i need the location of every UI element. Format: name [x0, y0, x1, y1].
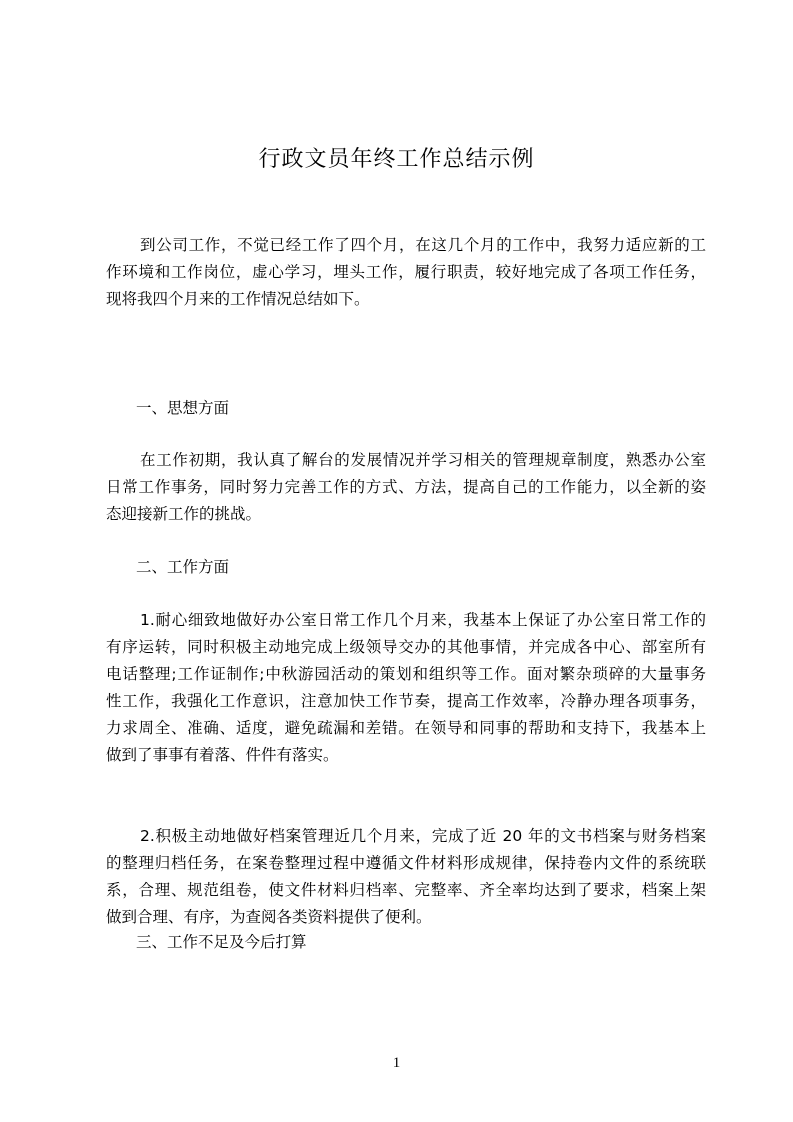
- paragraph-thinking: [106, 447, 706, 528]
- text-line: 性工作，我强化工作意识，注意加快工作节奏，提高工作效率，冷静办理各项事务，: [106, 692, 706, 710]
- text-line: 态迎接新工作的挑战。: [106, 505, 262, 523]
- text-line: 作环境和工作岗位，虚心学习，埋头工作，履行职责，较好地完成了各项工作任务，: [106, 263, 706, 281]
- text-line: 做到合理、有序，为查阅各类资料提供了便利。: [106, 908, 432, 926]
- paragraph-work-2: [106, 823, 706, 931]
- text-line: 做到了事事有着落、件件有落实。: [106, 746, 339, 764]
- text-line: 现将我四个月来的工作情况总结如下。: [106, 290, 370, 308]
- section-heading-2: 二、工作方面: [136, 558, 230, 576]
- text-line: 到公司工作，不觉已经工作了四个月，在这几个月的工作中，我努力适应新的工: [140, 236, 706, 254]
- section-heading-1: 一、思想方面: [136, 399, 230, 417]
- text-line: 2.积极主动地做好档案管理近几个月来，完成了近 20 年的文书档案与财务档案: [140, 827, 706, 845]
- text-line: 1.耐心细致地做好办公室日常工作几个月来，我基本上保证了办公室日常工作的: [140, 611, 706, 629]
- text-line: 的整理归档任务，在案卷整理过程中遵循文件材料形成规律，保持卷内文件的系统联: [106, 854, 706, 872]
- document-title: 行政文员年终工作总结示例: [258, 147, 535, 172]
- text-line: 在工作初期，我认真了解台的发展情况并学习相关的管理规章制度，熟悉办公室: [140, 451, 706, 469]
- text-line: 日常工作事务，同时努力完善工作的方式、方法，提高自己的工作能力，以全新的姿: [106, 478, 706, 496]
- page-number: 1: [392, 1055, 401, 1071]
- paragraph-intro: [106, 232, 706, 313]
- text-line: 电话整理;工作证制作;中秋游园活动的策划和组织等工作。面对繁杂琐碎的大量事务: [106, 665, 706, 683]
- paragraph-work-1: [106, 607, 706, 769]
- text-line: 有序运转，同时积极主动地完成上级领导交办的其他事情，并完成各中心、部室所有: [106, 638, 706, 656]
- section-heading-3: 三、工作不足及今后打算: [136, 933, 307, 951]
- text-line: 系，合理、规范组卷，使文件材料归档率、完整率、齐全率均达到了要求，档案上架: [106, 881, 706, 899]
- text-line: 力求周全、准确、适度，避免疏漏和差错。在领导和同事的帮助和支持下，我基本上: [106, 719, 706, 737]
